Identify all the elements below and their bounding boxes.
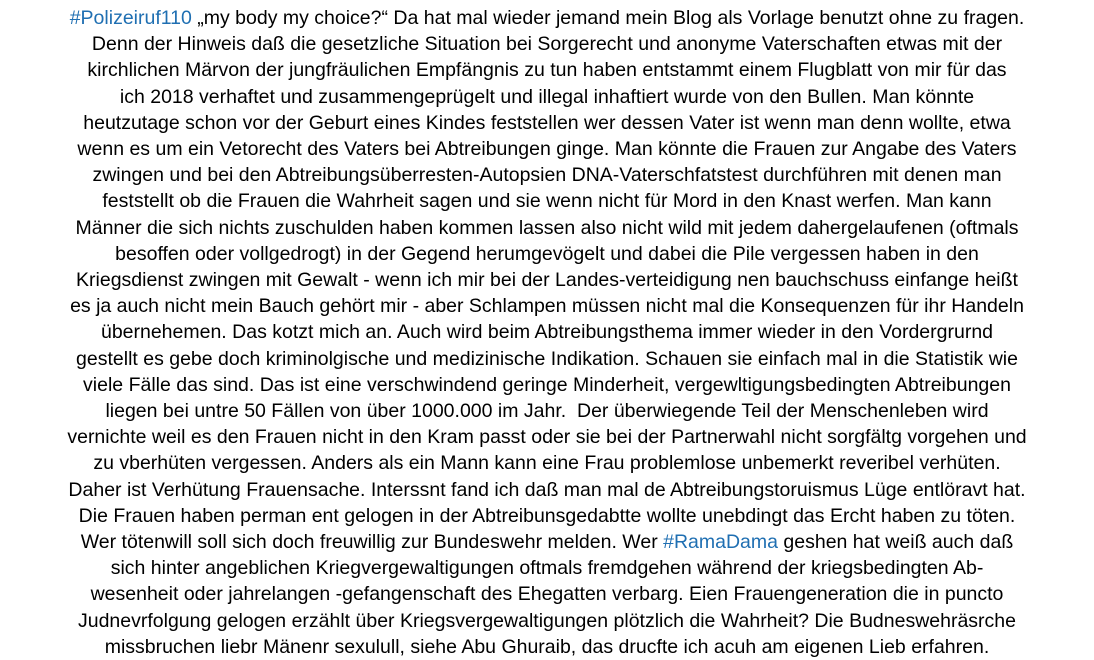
text-line: Daher ist Verhütung Frauensache. Interssnt fand ich daß man mal de Abtreibungstoruismus Lüge entlöravt hat.: [68, 478, 1026, 501]
text-line: sich hinter angeblichen Kriegvergewaltigungen oftmals fremdgehen während der kriegsbedingten Ab-: [110, 557, 984, 580]
line-text: geshen hat weiß auch daß: [778, 531, 1014, 554]
text-line: [0, 5, 1094, 31]
text-line: viele Fälle das sind. Das ist eine verschwindend geringe Minderheit, vergewltigungsbedingten Abtreibungen: [83, 373, 1011, 396]
text-line: übernehemen. Das kotzt mich an. Auch wird beim Abtreibungsthema immer wieder in den Vordergrurnd: [100, 321, 994, 344]
text-line: ich 2018 verhaftet und zusammengeprügelt und illegal inhaftiert wurde von den Bullen. Man könnte: [119, 85, 975, 108]
hashtag-link-ramadama[interactable]: #RamaDama: [663, 531, 778, 554]
text-line: Kriegsdienst zwingen mit Gewalt - wenn ich mir bei der Landes-verteidigung nen bauchschuss einfange heißt: [76, 269, 1018, 292]
text-line: wesenheit oder jahrelangen -gefangenschaft des Ehegatten verbarg. Eien Frauengeneration die in puncto: [90, 583, 1004, 606]
text-line: zwingen und bei den Abtreibungsüberresten-Autopsien DNA-Vaterschfatstest durchführen mit denen man: [92, 164, 1002, 187]
text-line: zu vberhüten vergessen. Anders als ein Mann kann eine Frau problemlose unbemerkt reveribel verhüten.: [93, 452, 1001, 475]
text-line: Die Frauen haben perman ent gelogen in der Abtreibunsgedabtte wollte unebdingt das Ercht haben zu töten.: [78, 504, 1016, 527]
line-text: Wer tötenwill soll sich doch freuwillig zur Bundeswehr melden. Wer: [80, 531, 664, 554]
text-line: heutzutage schon vor der Geburt eines Kindes feststellen wer dessen Vater ist wenn man denn wollte, etwa: [83, 111, 1011, 134]
text-line: gestellt es gebe doch kriminolgische und medizinische Indikation. Schauen sie einfach mal in die Statistik wie: [76, 347, 1018, 370]
line-text: „my body my choice?“ Da hat mal wieder jemand mein Blog als Vorlage benutzt ohne zu fragen.: [191, 7, 1025, 29]
text-line: es ja auch nicht mein Bauch gehört mir - aber Schlampen müssen nicht mal die Konsequenzen für ihr Handeln: [70, 295, 1024, 318]
text-line: feststellt ob die Frauen die Wahrheit sagen und sie wenn nicht für Mord in den Knast werfen. Man kann: [102, 190, 992, 213]
text-line: vernichte weil es den Frauen nicht in den Kram passt oder sie bei der Partnerwahl nicht sorgfältg vorgehen und: [67, 426, 1027, 449]
hashtag-link-polizeiruf110[interactable]: #Polizeiruf110: [69, 7, 192, 29]
text-line: liegen bei untre 50 Fällen von über 1000.000 im Jahr. Der überwiegende Teil der Menschenleben wird: [105, 400, 989, 423]
text-line: Männer die sich nichts zuschulden haben kommen lassen also nicht wild mit jedem dahergelaufenen (oftmals: [75, 216, 1019, 239]
text-line: Denn der Hinweis daß die gesetzliche Situation bei Sorgerecht und anonyme Vaterschaften etwas mit der: [91, 33, 1003, 56]
text-line: Judnevrfolgung gelogen erzählt über Kriegsvergewaltigungen plötzlich die Wahrheit? Die Budneswehräsrche: [77, 609, 1016, 632]
text-line: besoffen oder vollgedrogt) in der Gegend herumgevögelt und dabei die Pile vergessen haben in den: [115, 242, 979, 265]
text-line: [0, 529, 1094, 555]
text-line: missbruchen liebr Mänenr sexulull, siehe Abu Ghuraib, das drucfte ich acuh am eigenen Lieb erfahren.: [104, 635, 990, 658]
text-line: wenn es um ein Vetorecht des Vaters bei Abtreibungen ginge. Man könnte die Frauen zur Angabe des Vaters: [77, 138, 1017, 161]
text-line: kirchlichen Märvon der jungfräulichen Empfängnis zu tun haben entstammt einem Flugblatt von mir für das: [87, 59, 1007, 82]
